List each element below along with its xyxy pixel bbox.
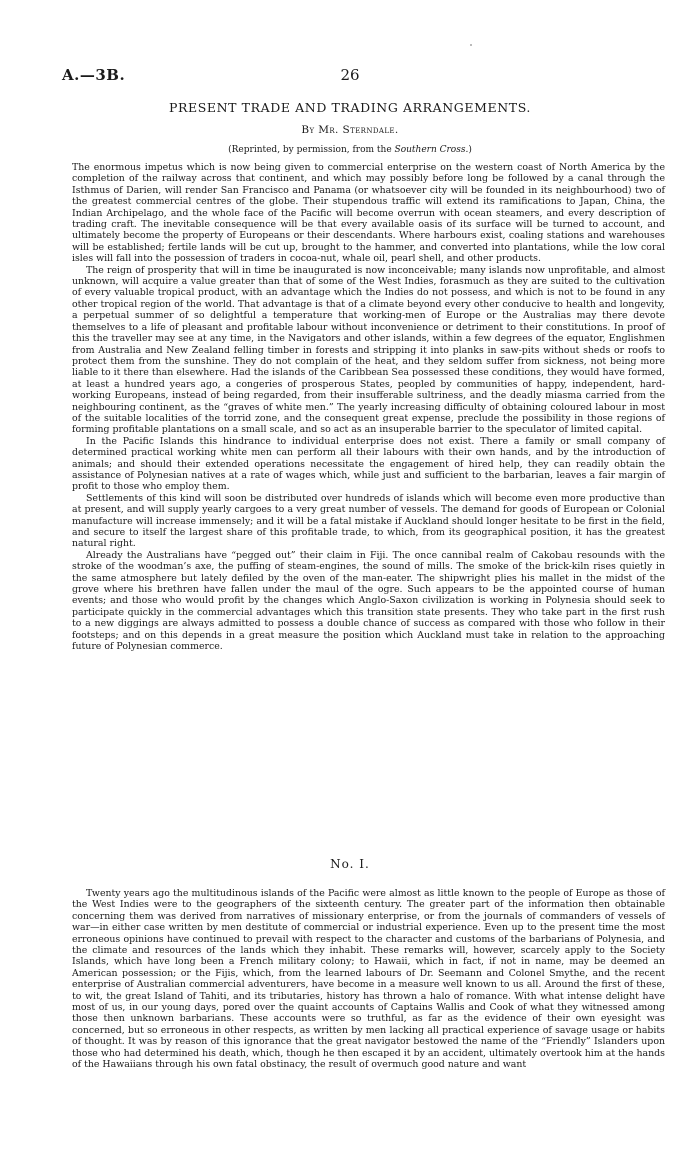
reprint-source: Southern Cross.: [394, 145, 469, 155]
scan-speck: [470, 44, 472, 46]
paragraph: The enormous impetus which is now being given to commercial enterprise on the western coast of North America by the completion of the railway across that continent, and which may possibly before long be followed by a canal through the Isthmus of Darien, will render San Francisco and Panama (or whatsoever city will be founded in its neighbourhood) two of the greatest commercial centres of the globe. Their stupendous traffic will extend its ramifications to Japan, China, the Indian Archipelago, and the whole face of the Pacific will become overrun with ocean steamers, and every description of trading craft. The inevitable consequence will be that every available oasis of its surface will be turned to account, and ultimately become the property of Europeans or their descendants. Where harbours exist, coaling stations and warehouses will be established; fertile lands will be cut up, brought to the hammer, and converted into plantations, while the low coral isles will fall into the possession of traders in cocoa-nut, whale oil, pearl shell, and other products.: [72, 162, 665, 265]
reprint-note-suffix: ): [468, 145, 472, 155]
section-body: [72, 888, 665, 1071]
page-header: [62, 66, 638, 86]
reprint-note-prefix: (Reprinted, by permission, from the: [228, 145, 395, 155]
paragraph: In the Pacific Islands this hindrance to individual enterprise does not exist. There a family or small company of determined practical working white men can perform all their labours with their own hands, and by the introduction of animals; and should their extended operations necessitate the engagement of hired help, they can readily obtain the assistance of Polynesian natives at a rate of wages which, while just and sufficient to the barbarian, leaves a fair margin of profit to those who employ them.: [72, 435, 665, 493]
paragraph: Already the Australians have “pegged out” their claim in Fiji. The once cannibal realm of Cakobau resounds with the stroke of the woodman’s axe, the puffing of steam-engines, the sound of mills. The smoke of the brick-kiln rises quietly in the same atmosphere but lately defiled by the oven of the man-eater. The shipwright plies his mallet in the midst of the grove where his brethren have fallen under the maul of the ogre. Such appears to be the appointed course of human events; and those who would profit by the changes which Anglo-Saxon civilization is working in Polynesia should seek to participate quickly in the commercial advantages which this transition state presents. They who take part in the first rush to a new diggings are always admitted to possess a double chance of success as compared with those who follow in their footsteps; and on this depends in a great measure the position which Auckland must take in relation to the approaching future of Polynesian commerce.: [72, 549, 665, 653]
article-byline: By Mr. Sterndale.: [301, 124, 399, 136]
paragraph: The reign of prosperity that will in time be inaugurated is now inconceivable; many islands now unprofitable, and almost unknown, will acquire a value greater than that of some of the West Indies, forasmuch as they are suited to the cultivation of every valuable tropical product, with an advantage which the Indies do not possess, and which is not to be found in any other tropical region of the world. That advantage is that of a climate beyond every other conducive to health and longevity, a perpetual summer of so delightful a temperature that working-men of Europe or the Australias may there devote themselves to a life of pleasant and profitable labour without inconvenience or detriment to their constitutions. In proof of this the traveller may see at any time, in the Navigators and other islands, within a few degrees of the equator, Englishmen from Australia and New Zealand felling timber in forests and stripping it into planks in saw-pits without sheds or roofs to protect them from the sunshine. They do not complain of the heat, and they seldom suffer from sickness, not being more liable to it there than elsewhere. Had the islands of the Caribbean Sea possessed these conditions, they would have formed, at least a hundred years ago, a congeries of prosperous States, peopled by communities of happy, independent, hard-working Europeans, instead of being regarded, from their insufferable sultriness, and the deadly miasma carried from the neighbouring continent, as the “graves of white men.” The yearly increasing difficulty of obtaining coloured labour in most of the suitable localities of the torrid zone, and the consequent great expense, preclude the possibility in those regions of forming profitable plantations on a small scale, and so act as an insuperable barrier to the speculator of limited capital.: [72, 264, 665, 436]
paragraph: Twenty years ago the multitudinous islands of the Pacific were almost as little known to the people of Europe as those of the West Indies were to the geographers of the sixteenth century. The greater part of the information then obtainable concerning them was derived from narratives of missionary enterprise, or from the journals of commanders of vessels of war—in either case written by men destitute of commercial or industrial experience. Even up to the present time the most erroneous opinions have continued to prevail with respect to the character and customs of the barbarians of Polynesia, and the climate and resources of the lands which they inhabit. These remarks will, however, scarcely apply to the Society Islands, which have long been a French military colony; to Hawaii, which in fact, if not in name, may be deemed an American possession; or the Fijis, which, from the learned labours of Dr. Seemann and Colonel Smythe, and the recent enterprise of Australian commercial adventurers, have become in a measure well known to us all. Around the first of these, to wit, the great Island of Tahiti, and its tributaries, history has thrown a halo of romance. With what intense delight have most of us, in our young days, pored over the quaint accounts of Captains Wallis and Cook of what they witnessed among those then unknown barbarians. These accounts were so truthful, as far as the evidence of their own eyesight was concerned, but so erroneous in other respects, as written by men lacking all practical experience of savage usage or habits of thought. It was by reason of this ignorance that the great navigator bestowed the name of the “Friendly” Islanders upon those who had determined his death, which, though he then escaped it by an accident, ultimately overtook him at the hands of the Hawaiians through his own fatal obstinacy, the result of overmuch good nature and want: [72, 888, 665, 1071]
section-heading: No. I.: [330, 857, 370, 871]
article-title: PRESENT TRADE AND TRADING ARRANGEMENTS.: [169, 100, 531, 115]
document-reference: A.—3B.: [62, 66, 126, 84]
article-body: [72, 162, 665, 652]
page-number: 26: [340, 66, 360, 84]
reprint-note: [62, 145, 638, 155]
paragraph: Settlements of this kind will soon be distributed over hundreds of islands which will become even more productive than at present, and will supply yearly cargoes to a very great number of vessels. The demand for goods of European or Colonial manufacture will increase immensely; and it will be a fatal mistake if Auckland should longer hesitate to be first in the field, and secure to itself the largest share of this profitable trade, to which, from its geographical position, it has the greatest natural right.: [72, 492, 665, 550]
